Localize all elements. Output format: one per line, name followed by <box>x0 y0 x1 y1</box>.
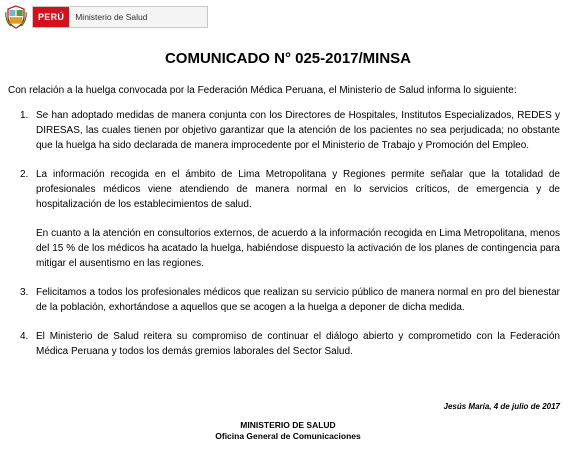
item-text: La información recogida en el ámbito de Lima Metropolitana y Regiones permite señalar que la totalidad de profesionales médicos viene atendiendo de manera normal en lo servicios críticos, de emergencia y de hospitalización de los establecimientos de salud. <box>36 169 560 210</box>
item-number: 3. <box>20 287 29 298</box>
item-text: Felicitamos a todos los profesionales médicos que realizan su servicio público de manera normal en pro del bienestar de la población, exhortándose a aquellos que se acogen a la huelga a deponer de dicha medida. <box>36 287 560 313</box>
item-text: Se han adoptado medidas de manera conjunta con los Directores de Hospitales, Institutos Especializados, REDES y DIRESAS, las cuales tienen por objetivo garantizar que la atención de los pacientes no sea perjudicada; no obstante que la huelga ha sido declarada de manera improcedente por el Ministerio de Trabajo y Promoción del Empleo. <box>36 110 560 151</box>
list-item <box>20 108 560 153</box>
signature-office: Oficina General de Comunicaciones <box>215 431 361 441</box>
item-number: 2. <box>20 169 29 180</box>
statement-list <box>20 108 560 373</box>
ministry-brand-bar <box>32 6 208 28</box>
signature-block <box>0 420 576 442</box>
document-title: COMUNICADO N° 025-2017/MINSA <box>164 50 412 67</box>
peru-coat-of-arms-icon <box>4 4 28 30</box>
country-label: PERÚ <box>33 7 69 27</box>
item-number: 4. <box>20 331 29 342</box>
signature-org: MINISTERIO DE SALUD <box>240 420 336 430</box>
list-item <box>20 329 560 359</box>
document-date: Jesús María, 4 de julio de 2017 <box>443 402 560 411</box>
item-number: 1. <box>20 110 29 121</box>
item-text: El Ministerio de Salud reitera su compromiso de continuar el diálogo abierto y comprometido con la Federación Médica Peruana y todos los demás gremios laborales del Sector Salud. <box>36 331 560 357</box>
ministry-label: Ministerio de Salud <box>69 7 207 27</box>
ministry-header <box>4 4 208 30</box>
list-item <box>20 285 560 315</box>
list-item <box>20 167 560 212</box>
intro-paragraph: Con relación a la huelga convocada por la Federación Médica Peruana, el Ministerio de Salud informa lo siguiente: <box>8 85 517 96</box>
item-continuation-text: En cuanto a la atención en consultorios externos, de acuerdo a la información recogida en Lima Metropolitana, menos del 15 % de los médicos ha acatado la huelga, habiéndose dispuesto la activación de los planes de contingencia para mitigar el ausentismo en las regiones. <box>36 228 560 269</box>
